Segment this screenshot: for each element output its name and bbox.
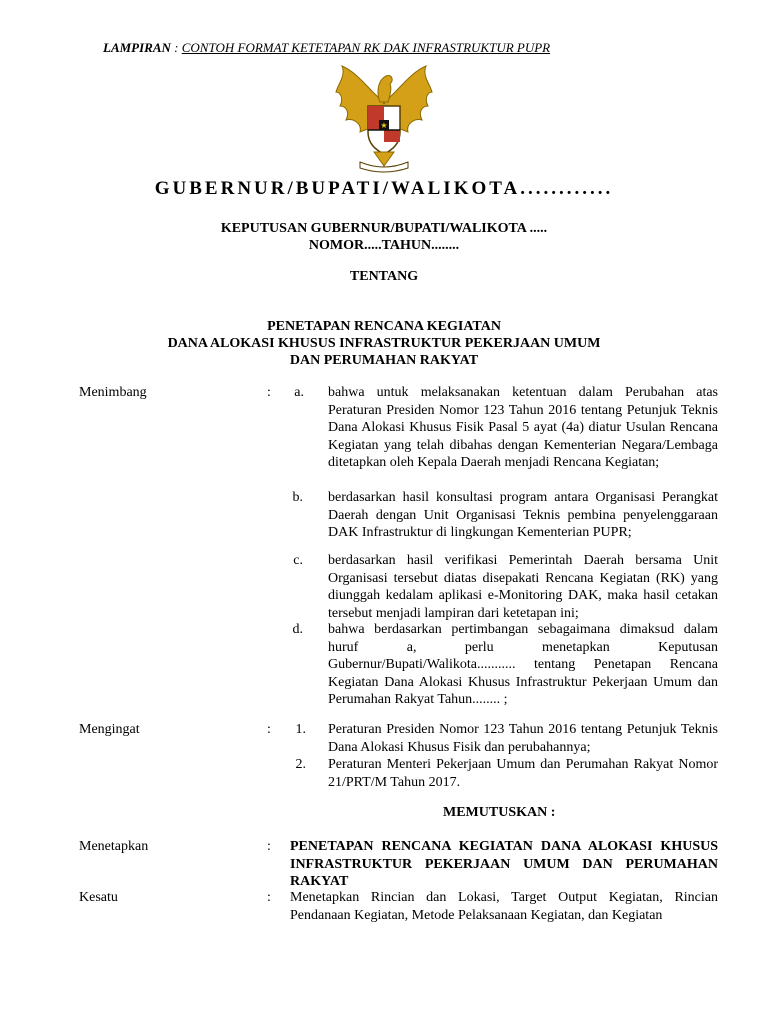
subject-line-1: PENETAPAN RENCANA KEGIATAN xyxy=(267,319,501,334)
menetapkan-text: PENETAPAN RENCANA KEGIATAN DANA ALOKASI KHUSUS INFRASTRUKTUR PEKERJAAN UMUM DAN PERUMAHAN RAKYAT xyxy=(290,839,718,889)
mengingat-marker-1: 1. xyxy=(295,722,306,737)
kesatu-colon: : xyxy=(267,890,271,905)
tentang-heading: TENTANG xyxy=(349,269,419,284)
menimbang-marker-d: d. xyxy=(292,622,303,637)
subject-line-3: DAN PERUMAHAN RAKYAT xyxy=(289,353,479,368)
mengingat-label: Mengingat xyxy=(79,722,140,737)
mengingat-item-2: Peraturan Menteri Pekerjaan Umum dan Perumahan Rakyat Nomor 21/PRT/M Tahun 2017. xyxy=(328,757,718,790)
subject-line-2: DANA ALOKASI KHUSUS INFRASTRUKTUR PEKERJAAN UMUM xyxy=(167,336,601,351)
menimbang-colon: : xyxy=(267,385,271,400)
menimbang-item-d: bahwa berdasarkan pertimbangan sebagaimana dimaksud dalam huruf a, perlu menetapkan Keputusan Gubernur/Bupati/Walikota........... tentang Penetapan Rencana Kegiatan Dana Alokasi Khusus Infrastruktur Pekerjaan Umum dan Perumahan Rakyat Tahun........ ; xyxy=(328,622,718,707)
decree-line-1: KEPUTUSAN GUBERNUR/BUPATI/WALIKOTA ..... xyxy=(220,221,548,236)
memutuskan-heading: MEMUTUSKAN : xyxy=(443,805,556,820)
svg-text:★: ★ xyxy=(380,121,388,130)
decree-line-2: NOMOR.....TAHUN........ xyxy=(308,238,460,253)
kesatu-label: Kesatu xyxy=(79,890,118,905)
menimbang-item-b: berdasarkan hasil konsultasi program antara Organisasi Perangkat Daerah dengan Unit Organisasi Teknis pembina penyelenggaraan DAK Infrastruktur di lingkungan Kementerian PUPR; xyxy=(328,490,718,540)
kesatu-text: Menetapkan Rincian dan Lokasi, Target Output Kegiatan, Rincian Pendanaan Kegiatan, Metode Pelaksanaan Kegiatan, dan Kegiatan xyxy=(290,890,718,923)
menimbang-label: Menimbang xyxy=(79,385,147,400)
menimbang-item-c: berdasarkan hasil verifikasi Pemerintah Daerah bersama Unit Organisasi tersebut diatas disepakati Rencana Kegiatan (RK) yang diunggah kedalam aplikasi e-Monitoring DAK, maka hasil cetakan tersebut menjadi lampiran dari ketetapan ini; xyxy=(328,553,718,621)
mengingat-colon: : xyxy=(267,722,271,737)
menetapkan-label: Menetapkan xyxy=(79,839,149,854)
lampiran-separator: : xyxy=(170,40,182,55)
garuda-emblem-icon xyxy=(330,62,438,174)
mengingat-item-1: Peraturan Presiden Nomor 123 Tahun 2016 tentang Petunjuk Teknis Dana Alokasi Khusus Fisik dan perubahannya; xyxy=(328,722,718,755)
menimbang-marker-a: a. xyxy=(294,385,304,400)
menimbang-marker-b: b. xyxy=(292,490,303,505)
menimbang-item-a: bahwa untuk melaksanakan ketentuan dalam Perubahan atas Peraturan Presiden Nomor 123 Tahun 2016 tentang Petunjuk Teknis Dana Alokasi Khusus Fisik Pasal 5 ayat (4a) diatur Usulan Rencana Kegiatan yang telah dibahas dengan Kementerian Negara/Lembaga ditetapkan oleh Kepala Daerah menjadi Rencana Kegiatan; xyxy=(328,385,718,470)
lampiran-value: CONTOH FORMAT KETETAPAN RK DAK INFRASTRUKTUR PUPR xyxy=(181,40,551,55)
lampiran-label: LAMPIRAN xyxy=(103,40,171,55)
lampiran-header xyxy=(103,40,550,56)
menetapkan-colon: : xyxy=(267,839,271,854)
document-title: GUBERNUR/BUPATI/WALIKOTA............ xyxy=(154,178,614,199)
menimbang-marker-c: c. xyxy=(293,553,303,568)
mengingat-marker-2: 2. xyxy=(295,757,306,772)
